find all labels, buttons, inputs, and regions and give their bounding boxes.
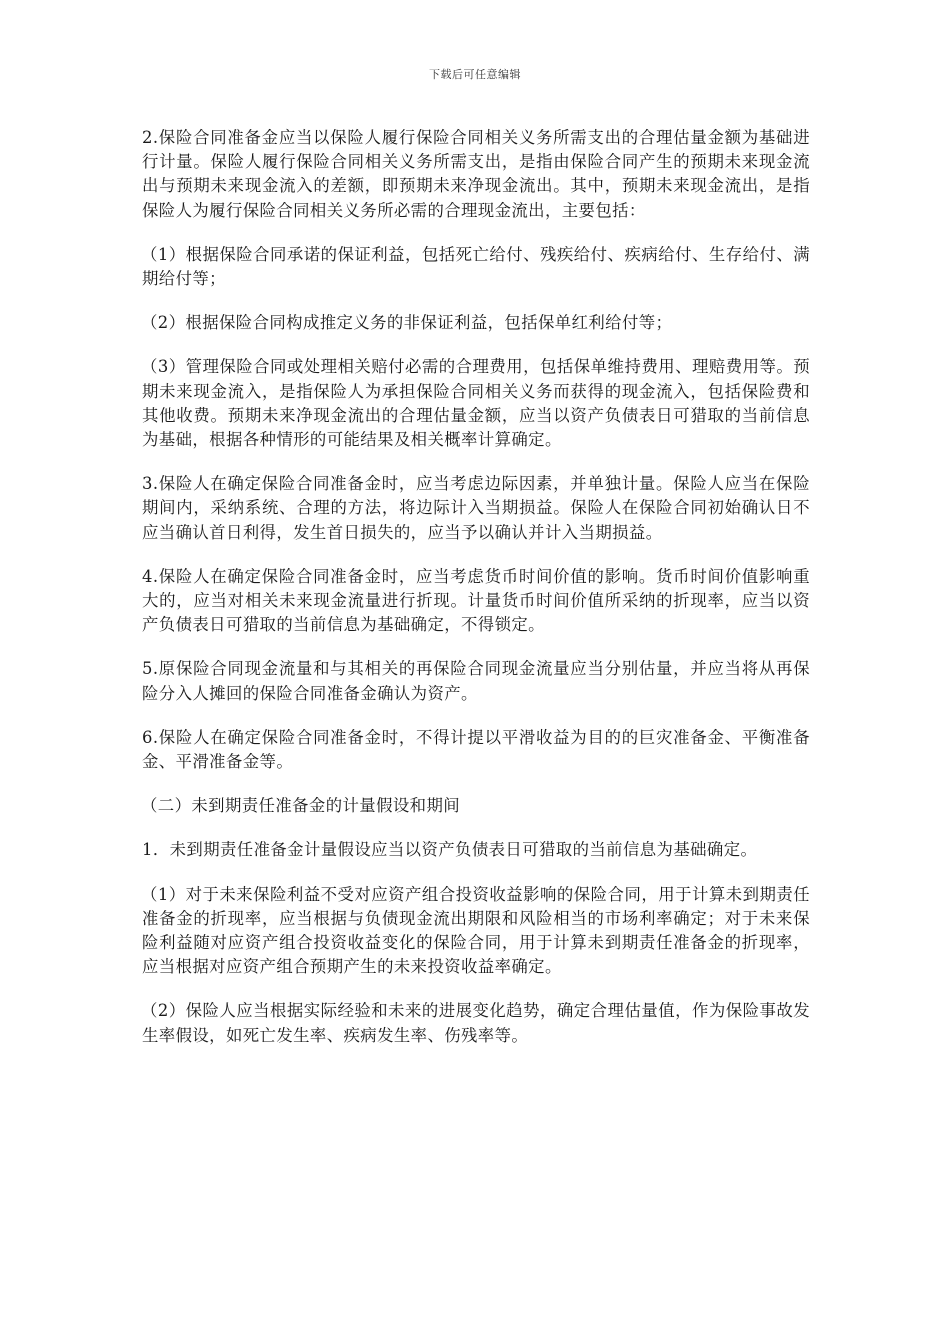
section-heading-2: （二）未到期责任准备金的计量假设和期间 bbox=[141, 796, 461, 816]
page-header: 下载后可任意编辑 bbox=[429, 68, 521, 81]
paragraph-4: 4.保险人在确定保险合同准备金时，应当考虑货币时间价值的影响。货币时间价值影响重大的，应当对相关未来现金流量进行折现。计量货币时间价值所采纳的折现率，应当以资产负债表日可猎取的当前信息为基础确定，不得锁定。 bbox=[142, 566, 810, 635]
paragraph-2-item-3: （3）管理保险合同或处理相关赔付必需的合理费用，包括保单维持费用、理赔费用等。预期未来现金流入，是指保险人为承担保险合同相关义务而获得的现金流入，包括保险费和其他收费。预期未来净现金流出的合理估量金额，应当以资产负债表日可猎取的当前信息为基础，根据各种情形的可能结果及相关概率计算确定。 bbox=[141, 357, 810, 450]
paragraph-3: 3.保险人在确定保险合同准备金时，应当考虑边际因素，并单独计量。保险人应当在保险期间内，采纳系统、合理的方法，将边际计入当期损益。保险人在保险合同初始确认日不应当确认首日利得，发生首日损失的，应当予以确认并计入当期损益。 bbox=[142, 474, 810, 542]
section-2-paragraph-1: 1．未到期责任准备金计量假设应当以资产负债表日可猎取的当前信息为基础确定。 bbox=[142, 840, 758, 860]
paragraph-2: 2.保险合同准备金应当以保险人履行保险合同相关义务所需支出的合理估量金额为基础进行计量。保险人履行保险合同相关义务所需支出，是指由保险合同产生的预期未来现金流出与预期未来现金流入的差额，即预期未来净现金流出。其中，预期未来现金流出，是指保险人为履行保险合同相关义务所必需的合理现金流出，主要包括： bbox=[142, 128, 810, 220]
paragraph-2-item-1: （1）根据保险合同承诺的保证利益，包括死亡给付、残疾给付、疾病给付、生存给付、满期给付等； bbox=[141, 244, 810, 289]
paragraph-2-item-2: （2）根据保险合同构成推定义务的非保证利益，包括保单红利给付等； bbox=[141, 313, 673, 333]
section-2-item-2: （2）保险人应当根据实际经验和未来的进展变化趋势，确定合理估量值，作为保险事故发生率假设，如死亡发生率、疾病发生率、伤残率等。 bbox=[141, 1001, 810, 1045]
section-2-item-1: （1）对于未来保险利益不受对应资产组合投资收益影响的保险合同，用于计算未到期责任准备金的折现率，应当根据与负债现金流出期限和风险相当的市场利率确定；对于未来保险利益随对应资产组合投资收益变化的保险合同，用于计算未到期责任准备金的折现率，应当根据对应资产组合预期产生的未来投资收益率确定。 bbox=[141, 884, 810, 977]
paragraph-5: 5.原保险合同现金流量和与其相关的再保险合同现金流量应当分别估量，并应当将从再保险分入人摊回的保险合同准备金确认为资产。 bbox=[142, 659, 810, 703]
document-body bbox=[142, 126, 810, 1068]
paragraph-6: 6.保险人在确定保险合同准备金时，不得计提以平滑收益为目的的巨灾准备金、平衡准备金、平滑准备金等。 bbox=[142, 727, 810, 772]
